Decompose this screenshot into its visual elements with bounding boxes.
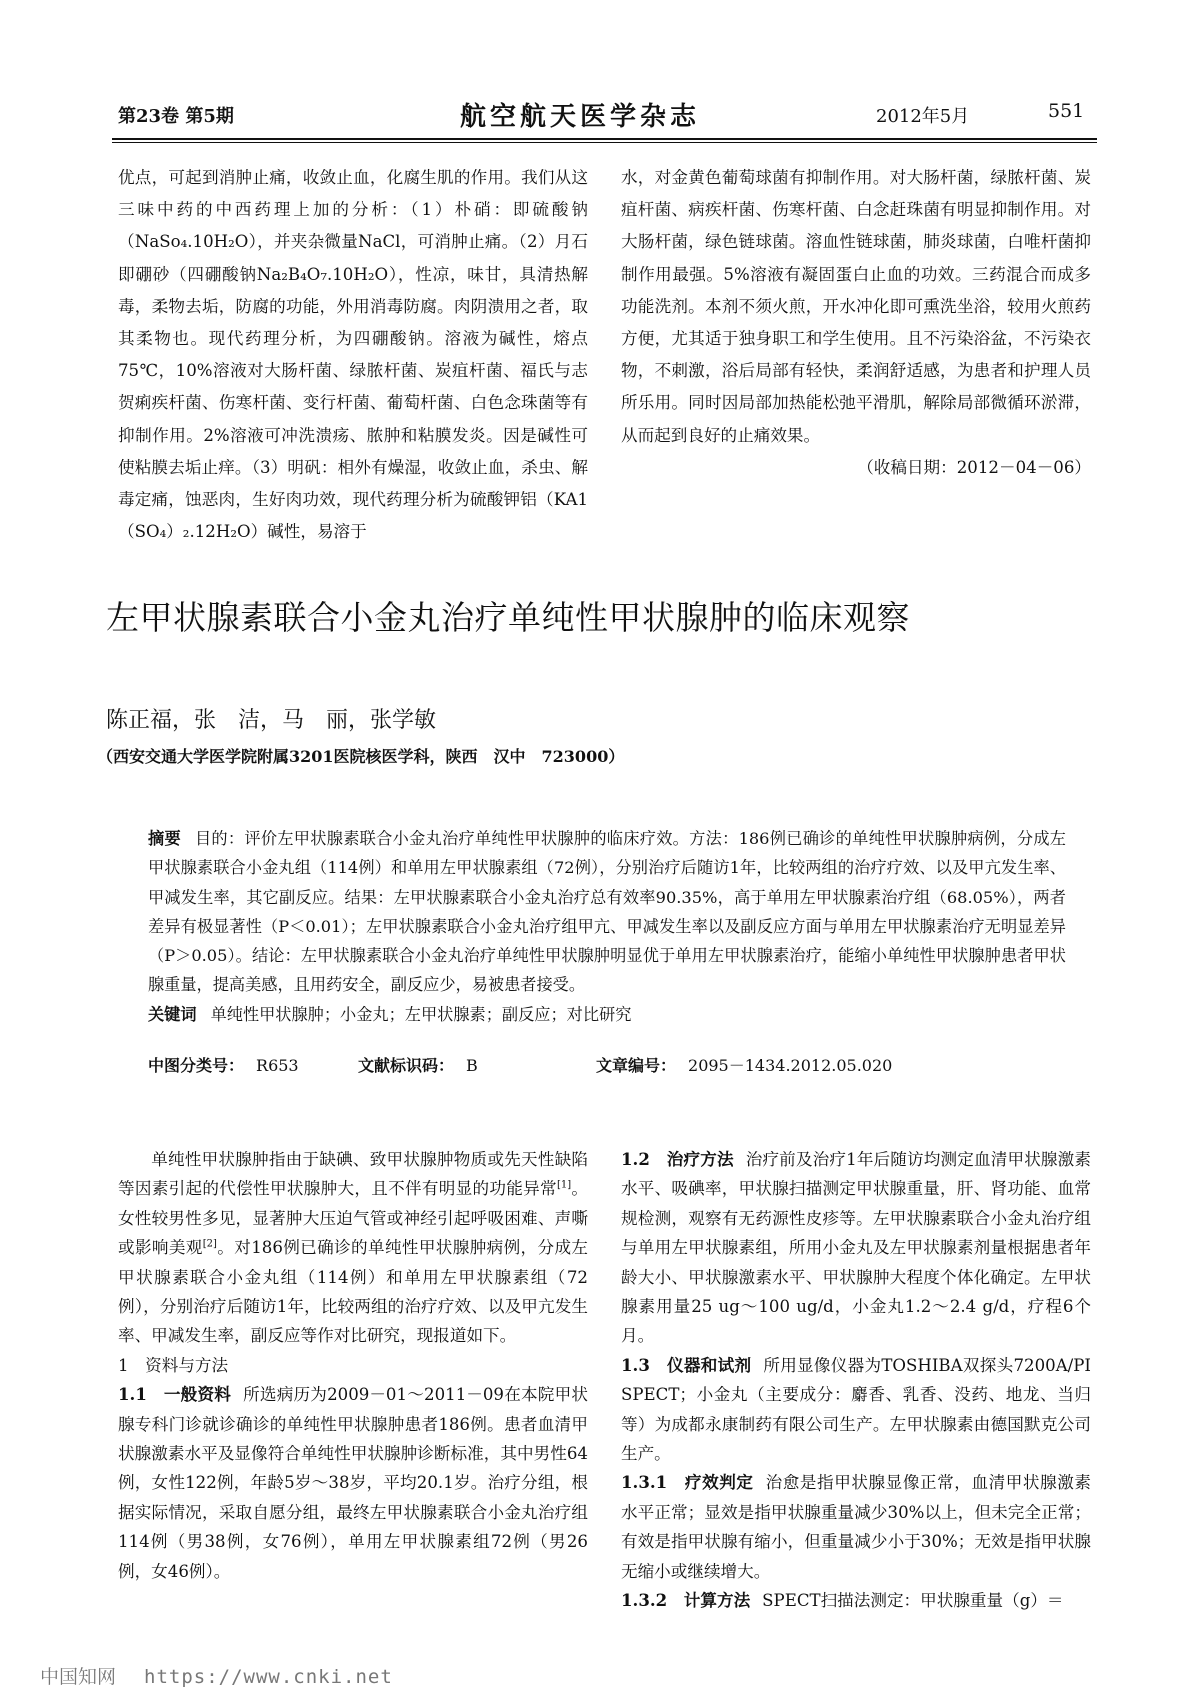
header-volume: 第23卷 第5期 (118, 106, 234, 127)
article-number-value: 2095－1434.2012.05.020 (688, 1056, 893, 1075)
abstract-text: 目的：评价左甲状腺素联合小金丸治疗单纯性甲状腺肿的临床疗效。方法：186例已确诊的单纯性甲状腺肿病例，分成左甲状腺素联合小金丸组（114例）和单用左甲状腺素组（72例），分别治疗后随访1年，比较两组的治疗疗效、以及甲亢发生率、甲减发生率，其它副反应。结果：左甲状腺素联合小金丸治疗总有效率90.35%，高于单用左甲状腺素治疗组（68.05%），两者差异有极显著性（P＜0.01）；左甲状腺素联合小金丸治疗组甲亢、甲减发生率以及副反应方面与单用左甲状腺素治疗无明显差异（P＞0.05）。结论：左甲状腺素联合小金丸治疗单纯性甲状腺肿明显优于单用左甲状腺素治疗，能缩小单纯性甲状腺肿患者甲状腺重量，提高美感，且用药安全，副反应少，易被患者接受。 (148, 829, 1066, 995)
article-title: 左甲状腺素联合小金丸治疗单纯性甲状腺肿的临床观察 (106, 598, 910, 637)
article-authors: 陈正福，张 洁，马 丽，张学敏 (106, 708, 437, 733)
section-1-heading: 1 资料与方法 (118, 1355, 229, 1375)
header-rule-thin (112, 142, 1097, 143)
section-1-3-1-label: 1.3.1 疗效判定 (621, 1472, 754, 1493)
section-1-3-2 (621, 1586, 1091, 1615)
section-1-1-text: 所选病历为2009－01～2011－09在本院甲状腺专科门诊就诊确诊的单纯性甲状腺肿患者186例。患者血清甲状腺激素水平及显像符合单纯性甲状腺肿诊断标准，其中男性64例，女性122例，年龄5岁～38岁，平均20.1岁。治疗分组，根据实际情况，采取自愿分组，最终左甲状腺素联合小金丸治疗组114例（男38例，女76例），单用左甲状腺素组72例（男26例，女46例）。 (118, 1385, 588, 1581)
intro-paragraph (118, 1145, 588, 1351)
section-1-2-text: 治疗前及治疗1年后随访均测定血清甲状腺激素水平、吸碘率，甲状腺扫描测定甲状腺重量，肝、肾功能、血常规检测，观察有无药源性皮疹等。左甲状腺素联合小金丸治疗组与单用左甲状腺素组，所用小金丸及左甲状腺素剂量根据患者年龄大小、甲状腺激素水平、甲状腺肿大程度个体化确定。左甲状腺素用量25 ug～100 ug/d，小金丸1.2～2.4 g/d，疗程6个月。 (621, 1150, 1091, 1346)
intro-text-b: 。女性较男性多见，显著肿大压迫气管或神经引起呼吸困难、声嘶或影响美观 (118, 1179, 589, 1258)
section-1-2 (621, 1145, 1091, 1351)
keywords-line (148, 1000, 1066, 1029)
clc-item (148, 1053, 299, 1076)
header-date: 2012年5月 (876, 106, 970, 127)
section-1-3-label: 1.3 仪器和试剂 (621, 1354, 752, 1375)
clc-value: R653 (256, 1056, 299, 1075)
intro-text-c: 。对186例已确诊的单纯性甲状腺肿病例，分成左甲状腺素联合小金丸组（114例）和单用左甲状腺素组（72例），分别治疗后随访1年，比较两组的治疗疗效、以及甲亢发生率、甲减发生率，副反应等作对比研究，现报道如下。 (118, 1238, 589, 1346)
clc-label: 中图分类号： (148, 1056, 245, 1075)
section-1-3-2-label: 1.3.2 计算方法 (621, 1590, 751, 1611)
article-number-item (596, 1053, 892, 1076)
doc-code-label: 文献标识码： (358, 1056, 455, 1075)
footer-brand: 中国知网 (40, 1666, 117, 1688)
section-1-3-1-text: 治愈是指甲状腺显像正常，血清甲状腺激素水平正常；显效是指甲状腺重量减少30%以上，但未完全正常；有效是指甲状腺有缩小，但重量减少小于30%；无效是指甲状腺无缩小或继续增大。 (621, 1473, 1092, 1581)
prev-article-paragraph: 优点，可起到消肿止痛，收敛止血，化腐生肌的作用。我们从这三味中药的中西药理上加的分析：（1）朴硝：即硫酸钠（NaSo₄.10H₂O），并夹杂微量NaCl，可消肿止痛。（2）月石即硼砂（四硼酸钠Na₂B₄O₇.10H₂O），性凉，味甘，具清热解毒，柔物去垢，防腐的功能，外用消毒防腐。肉阴溃用之者，取其柔物也。现代药理分析，为四硼酸钠。溶液为碱性，熔点75℃，10%溶液对大肠杆菌、绿脓杆菌、炭疽杆菌、福氏与志贺痢疾杆菌、伤寒杆菌、变行杆菌、葡萄杆菌、白色念珠菌等有抑制作用。2%溶液可冲洗溃疡、脓肿和粘膜发炎。因是碱性可使粘膜去垢止痒。（3）明矾：相外有燥湿，收敛止血，杀虫、解毒定痛，蚀恶肉，生好肉功效，现代药理分析为硫酸钾铝（KA1（SO₄）₂.12H₂O）碱性，易溶于 (118, 168, 588, 542)
reference-2[interactable]: [2] (202, 1238, 217, 1250)
reference-1[interactable]: [1] (556, 1179, 572, 1191)
abstract-paragraph (148, 824, 1066, 1000)
section-1-3-1 (621, 1468, 1091, 1586)
prev-article-right-column (621, 162, 1091, 484)
article-affiliation: （西安交通大学医学院附属3201医院核医学科，陕西 汉中 723000） (97, 747, 625, 766)
section-1-1-label: 1.1 一般资料 (118, 1384, 232, 1405)
header-rule (112, 138, 1097, 140)
footer-watermark (40, 1662, 393, 1689)
article-number-label: 文章编号： (596, 1056, 677, 1075)
abstract-block (148, 824, 1066, 1029)
section-1-2-label: 1.2 治疗方法 (621, 1149, 734, 1169)
section-1-3-2-text: SPECT扫描法测定：甲状腺重量（g）＝ (762, 1591, 1064, 1611)
doc-code-item (358, 1053, 478, 1076)
body-right-column (621, 1145, 1091, 1616)
header-page-number: 551 (1048, 100, 1085, 122)
doc-code-value: B (466, 1056, 478, 1075)
abstract-label: 摘要 (148, 829, 181, 848)
section-1-3 (621, 1351, 1091, 1469)
header-journal-name: 航空航天医学杂志 (460, 102, 701, 132)
section-1-3-text: 所用显像仪器为TOSHIBA双探头7200A/PI SPECT；小金丸（主要成分：麝香、乳香、没药、地龙、当归等）为成都永康制药有限公司生产。左甲状腺素由德国默克公司生产。 (621, 1355, 1091, 1464)
keywords-label: 关键词 (148, 1004, 197, 1024)
footer-url[interactable]: https://www.cnki.net (144, 1666, 393, 1688)
body-left-column (118, 1145, 588, 1586)
keywords-text: 单纯性甲状腺肿；小金丸；左甲状腺素；副反应；对比研究 (210, 1004, 632, 1024)
intro-text-a: 单纯性甲状腺肿指由于缺碘、致甲状腺肿物质或先天性缺陷等因素引起的代偿性甲状腺肿大，且不伴有明显的功能异常 (118, 1150, 588, 1199)
prev-article-left-column (118, 162, 588, 548)
section-1-1 (118, 1380, 588, 1586)
prev-article-paragraph: 水，对金黄色葡萄球菌有抑制作用。对大肠杆菌，绿脓杆菌、炭疽杆菌、病疾杆菌、伤寒杆菌、白念赶珠菌有明显抑制作用。对大肠杆菌，绿色链球菌。溶血性链球菌，肺炎球菌，白唯杆菌抑制作用最强。5%溶液有凝固蛋白止血的功效。三药混合而成多功能洗剂。本剂不须火煎，开水冲化即可熏洗坐浴，较用火煎药方便，尤其适于独身职工和学生使用。且不污染浴盆，不污染衣物，不刺激，浴后局部有轻快，柔润舒适感，为患者和护理人员所乐用。同时因局部加热能松弛平滑肌，解除局部微循环淤滞，从而起到良好的止痛效果。 (621, 168, 1091, 445)
received-date: （收稿日期：2012－04－06） (857, 457, 1091, 477)
